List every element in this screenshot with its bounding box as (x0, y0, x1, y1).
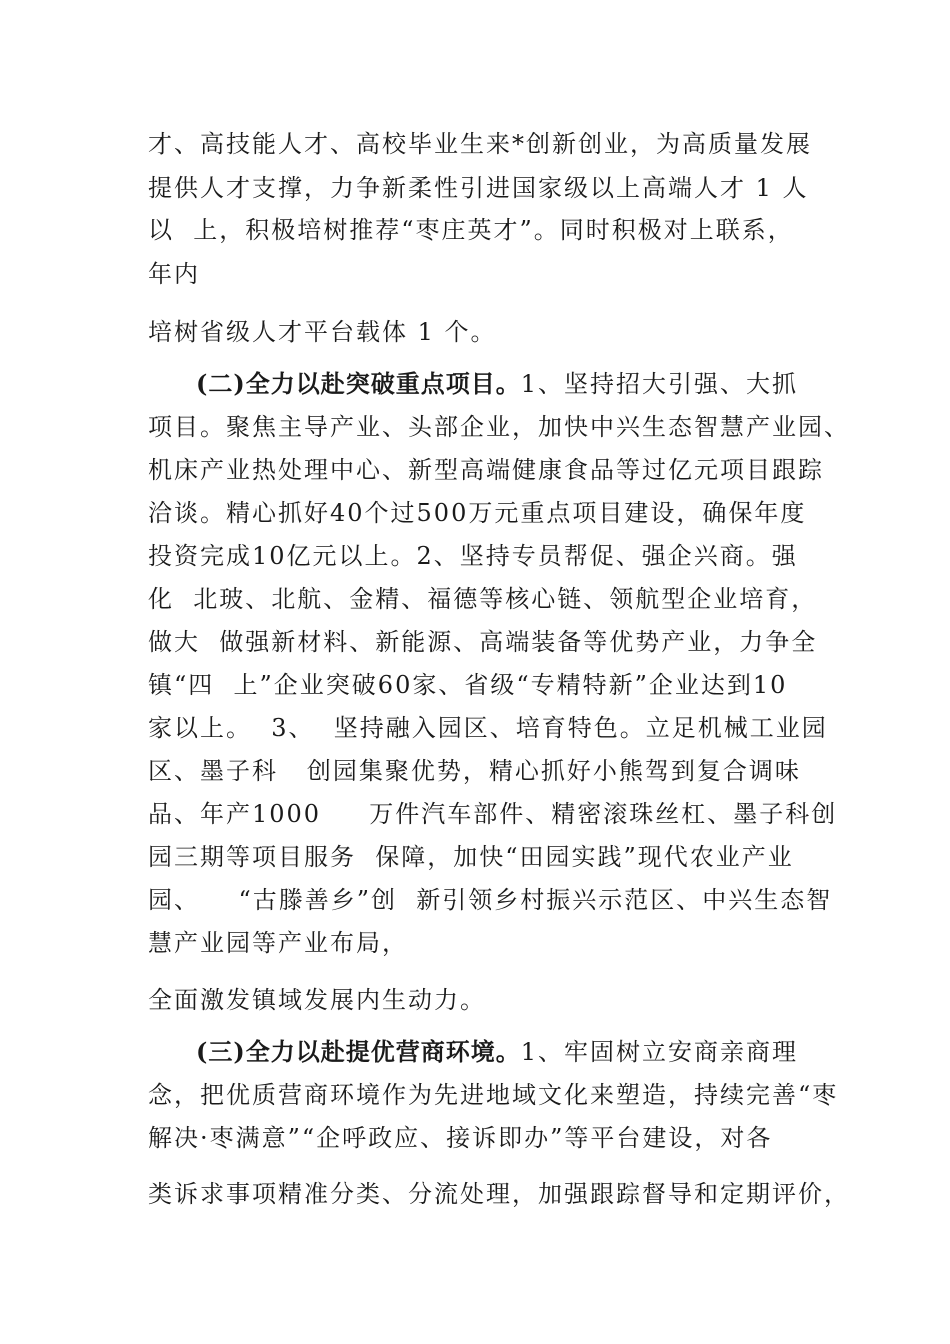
text-line: 家以上。 3、 坚持融入园区、培育特色。立足机械工业园 (148, 714, 828, 742)
text-line: 机床产业热处理中心、新型高端健康食品等过亿元项目跟踪 (148, 456, 824, 484)
text-line: 年内 (148, 260, 200, 288)
section-paragraph-2-first-line (196, 368, 866, 400)
text-line: 洽谈。精心抓好40个过500万元重点项目建设，确保年度 (148, 499, 807, 527)
text-line: 提供人才支撑，力争新柔性引进国家级以上高端人才 1 人 (148, 174, 809, 202)
section-heading: (三)全力以赴提优营商环境。 (196, 1037, 521, 1066)
text-line: 念，把优质营商环境作为先进地域文化来塑造，持续完善“枣 (148, 1081, 839, 1109)
text-line: 区、墨子科 创园集聚优势，精心抓好小熊驾到复合调味 (148, 757, 801, 785)
text-line: 类诉求事项精准分类、分流处理，加强跟踪督导和定期评价， (148, 1180, 850, 1208)
text-line: 才、高技能人才、高校毕业生来*创新创业，为高质量发展 (148, 130, 812, 158)
text-line: 化 北玻、北航、金精、福德等核心链、领航型企业培育， (148, 585, 818, 613)
section-paragraph-3-first-line (196, 1036, 866, 1068)
text-line: 做大 做强新材料、新能源、高端装备等优势产业，力争全 (148, 628, 818, 656)
text-line: 投资完成10亿元以上。2、坚持专员帮促、强企兴商。强 (148, 542, 798, 570)
text-line: 园、 “古滕善乡”创 新引领乡村振兴示范区、中兴生态智 (148, 886, 833, 914)
text-line: 品、年产1000 万件汽车部件、精密滚珠丝杠、墨子科创 (148, 800, 838, 828)
section-heading: (二)全力以赴突破重点项目。 (196, 369, 521, 398)
text-line: 全面激发镇域发展内生动力。 (148, 986, 486, 1014)
text-line: 慧产业园等产业布局， (148, 929, 408, 957)
text-line: 培树省级人才平台载体 1 个。 (148, 318, 497, 346)
text-line: 以 上，积极培树推荐“枣庄英才”。同时积极对上联系， (148, 216, 794, 244)
section-text: 1、坚持招大引强、大抓 (520, 370, 798, 398)
text-line: 园三期等项目服务 保障，加快“田园实践”现代农业产业 (148, 843, 794, 871)
section-text: 1、牢固树立安商亲商理 (520, 1038, 798, 1066)
text-line: 项目。聚焦主导产业、头部企业，加快中兴生态智慧产业园、 (148, 413, 850, 441)
text-line: 解决·枣满意”“企呼政应、接诉即办”等平台建设，对各 (148, 1124, 773, 1152)
text-line: 镇“四 上”企业突破60家、省级“专精特新”企业达到10 (148, 671, 788, 699)
